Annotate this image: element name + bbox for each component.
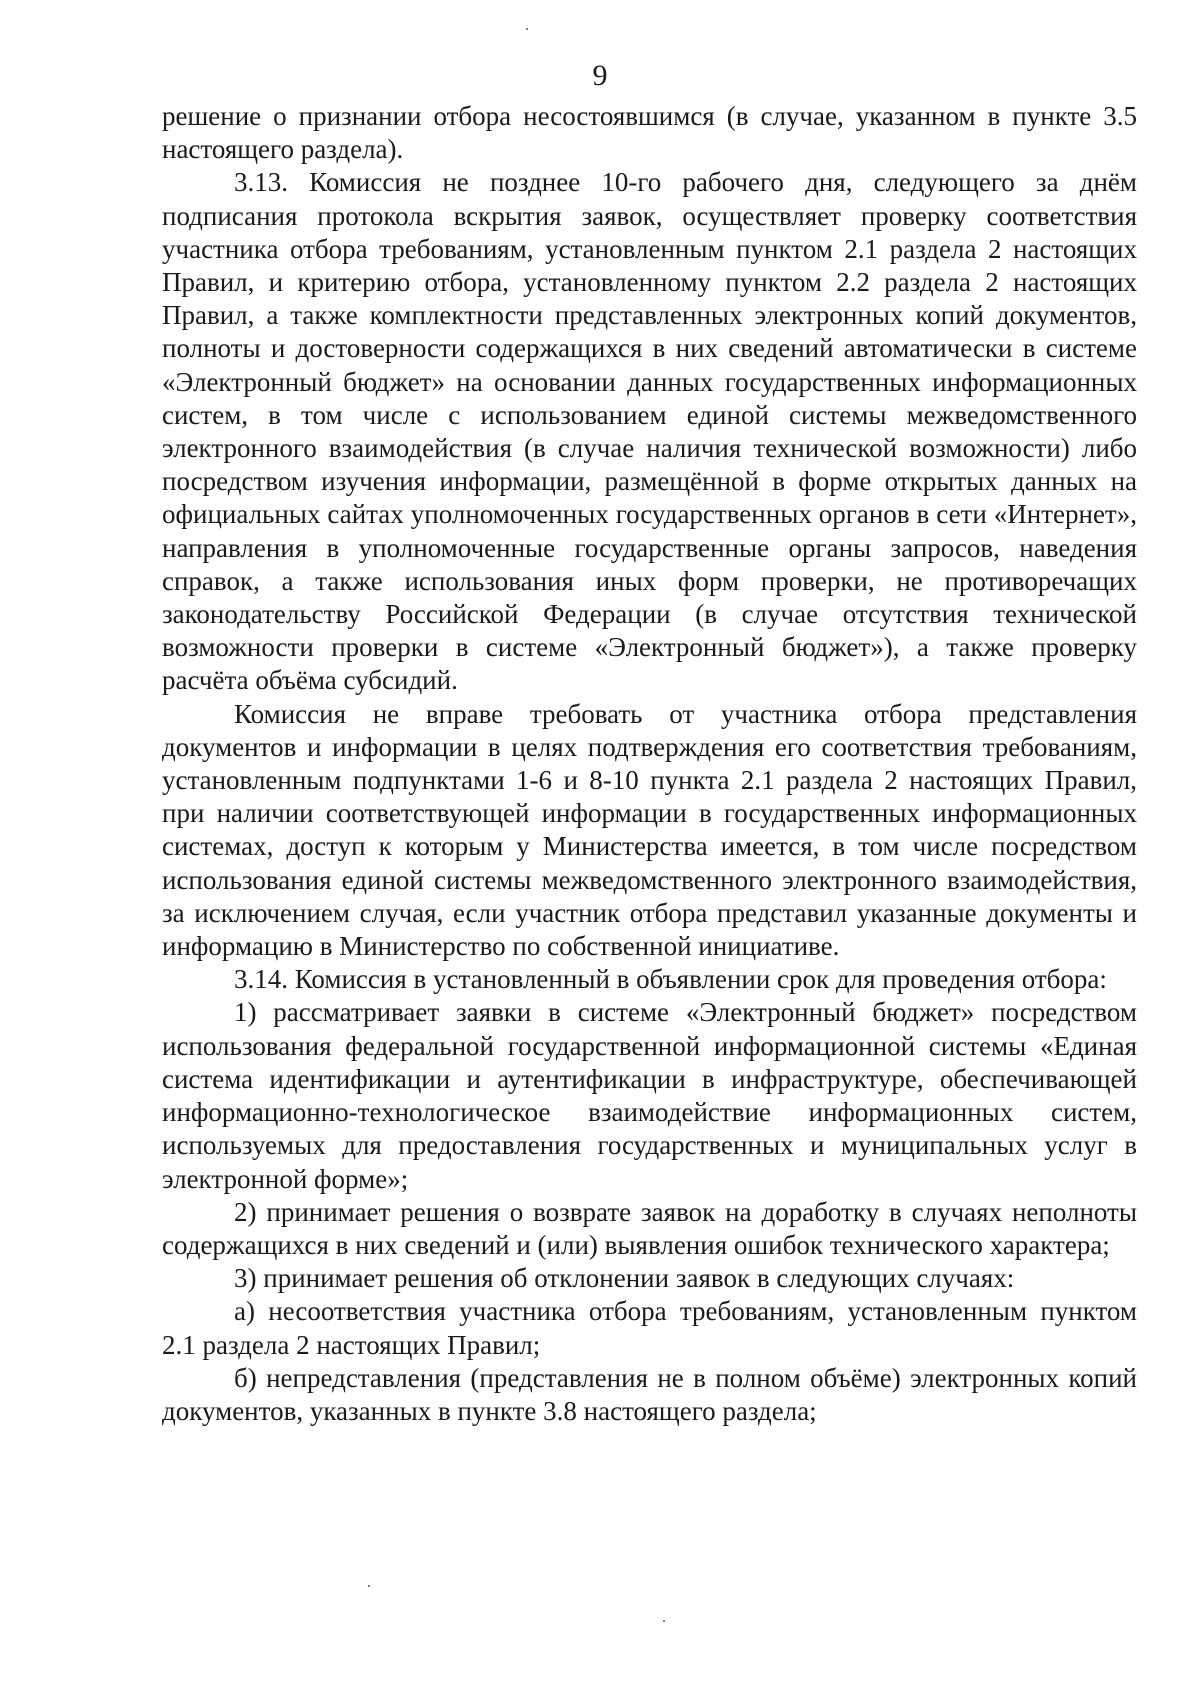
- page-number: 9: [592, 59, 608, 92]
- scan-speck: [368, 1585, 370, 1587]
- list-item-3-14-3: 3) принимает решения об отклонении заявок в следующих случаях:: [234, 1263, 1015, 1294]
- paragraph-3-14: 3.14. Комиссия в установленный в объявлении срок для проведения отбора:: [234, 964, 1107, 995]
- paragraph-3-13: 3.13. Комиссия не позднее 10-го рабочего дня, следующего за днём подписания протокола вскрытия заявок, осуществляет проверку соответствия участника отбора требованиям, установленным пунктом 2.1 раздела 2 настоящих Правил, и критерию отбора, установленному пунктом 2.2 раздела 2 настоящих Правил, а также комплектности представленных электронных копий документов, полноты и достоверности содержащихся в них сведений автоматически в системе «Электронный бюджет» на основании данных государственных информационных систем, в том числе с использованием единой системы межведомственного электронного взаимодействия (в случае наличия технической возможности) либо посредством изучения информации, размещённой в форме открытых данных на официальных сайтах уполномоченных государственных органов в сети «Интернет», направления в уполномоченные государственные органы запросов, наведения справок, а также использования иных форм проверки, не противоречащих законодательству Российской Федерации (в случае отсутствия технической возможности проверки в системе «Электронный бюджет»), а также проверку расчёта объёма субсидий.: [162, 167, 1137, 696]
- list-item-3-14-1: 1) рассматривает заявки в системе «Электронный бюджет» посредством использования федеральной государственной информационной системы «Единая система идентификации и аутентификации в инфраструктуре, обеспечивающей информационно-технологическое взаимодействие информационных систем, используемых для предоставления государственных и муниципальных услуг в электронной форме»;: [162, 997, 1137, 1194]
- paragraph-commission-not-entitled: Комиссия не вправе требовать от участника отбора представления документов и информации в целях подтверждения его соответствия требованиям, установленным подпунктами 1-6 и 8-10 пункта 2.1 раздела 2 настоящих Правил, при наличии соответствующей информации в государственных информационных системах, доступ к которым у Министерства имеется, в том числе посредством использования единой системы межведомственного электронного взаимодействия, за исключением случая, если участник отбора представил указанные документы и информацию в Министерство по собственной инициативе.: [162, 698, 1137, 962]
- list-item-3-14-3-a: а) несоответствия участника отбора требованиям, установленным пунктом 2.1 раздела 2 настоящих Правил;: [162, 1296, 1137, 1360]
- list-item-3-14-2: 2) принимает решения о возврате заявок на доработку в случаях неполноты содержащихся в них сведений и (или) выявления ошибок технического характера;: [162, 1196, 1137, 1260]
- paragraph-continuation: решение о признании отбора несостоявшимся (в случае, указанном в пункте 3.5 настоящего раздела).: [162, 101, 1137, 165]
- document-body: [162, 100, 1137, 1428]
- scan-speck: [526, 28, 528, 30]
- list-item-3-14-3-b: б) непредставления (представления не в полном объёме) электронных копий документов, указанных в пункте 3.8 настоящего раздела;: [162, 1362, 1137, 1426]
- scan-speck: [663, 1620, 665, 1622]
